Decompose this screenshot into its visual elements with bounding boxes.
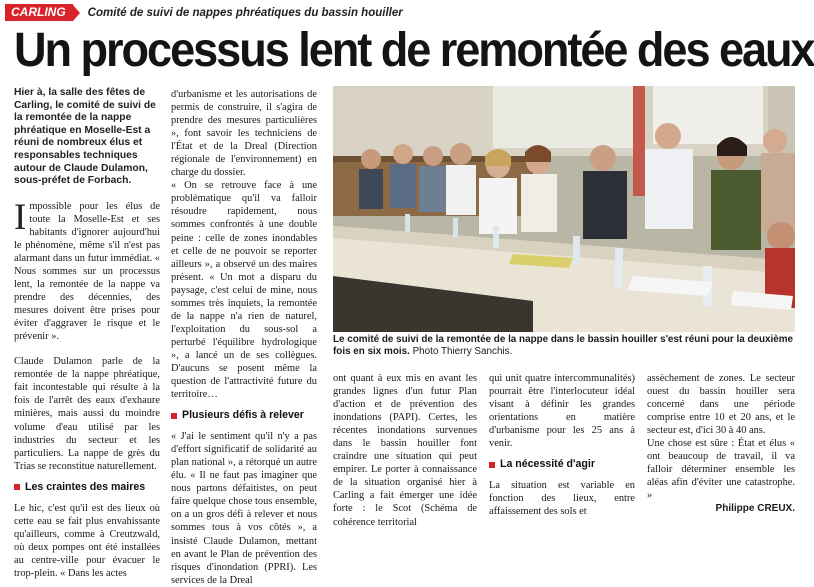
subhead: La nécessité d'agir xyxy=(489,458,635,471)
column-2 xyxy=(171,88,317,586)
meeting-photo xyxy=(333,86,795,332)
paragraph: Claude Dulamon parle de la remontée de la nappe phréatique, fait incontestable qui résulte à la fois de l'arrêt des eaux d'exhaure minières, mais aussi du moindre volume d'eau utilisé par les industries du secteur et les particuliers. La nappe de grès du Trias se reconstitue naturellement. xyxy=(14,356,160,472)
paragraph: Impossible pour les élus de toute la Moselle-Est et ses habitants d'ignorer aujourd'hui le phénomène, même s'il n'est pas alarmant dans un futur immédiat. « Nous sommes sur un processus lent, la remontée de la nappe va prendre des décennies, des mesures doivent être prises pour éviter d'aggraver le risque et le prévenir ». xyxy=(14,196,161,343)
subhead: Les craintes des maires xyxy=(14,481,160,494)
section-tag: CARLING xyxy=(5,4,73,21)
chapo: Hier à, la salle des fêtes de Carling, le comité de suivi de la remontée de la nappe phréatique en Moselle-Est a réuni de nombreux élus et responsables techniques autour de Claude Dulamon, sous-préfet de Forbach. xyxy=(14,87,156,187)
caption-credit: Photo Thierry Sanchis. xyxy=(412,346,513,357)
bullet-square-icon xyxy=(489,462,495,468)
photo-caption xyxy=(333,334,795,358)
kicker-strap: Comité de suivi de nappes phréatiques du bassin houiller xyxy=(87,6,403,19)
bullet-square-icon xyxy=(171,413,177,419)
photo-illustration xyxy=(333,86,795,332)
column-5 xyxy=(647,372,795,515)
paragraph: assèchement de zones. Le secteur ouest du bassin houiller sera concerné dans une période comprise entre 10 et 20 ans, et le secteur est, d'ici 30 à 40 ans. xyxy=(647,373,795,437)
section-tag-arrow xyxy=(73,5,80,21)
paragraph: « On se retrouve face à une problématique qu'il va falloir résoudre rapidement, nous sommes confrontés à une double peine : celle de zones inondables et celle de ne pouvoir se reporter ailleurs », a observé un des maires présent. « Un mot a disparu du paysage, c'est celui de mine, nous sommes très inquiets, la remontée de la nappe n'a rien de naturel, l'exploitation du sous-sol a perturbé l'équilibre hydrologique », a lancé un de ses collègues. D'aucuns se posent même la question de l'attractivité future du territoire… xyxy=(171,180,317,401)
paragraph: ont quant à eux mis en avant les grandes lignes d'un futur Plan d'action et de prévention des inondations (PAPI). Certes, les récentes inondations survenues dans le bassin houiller font craindre une situation qui peut empirer. Le porter à connaissance de la situation organisé hier à Carling a fait émerger une idée forte : le Scot (Schéma de cohérence territorial xyxy=(333,373,477,528)
drop-cap: I xyxy=(14,196,27,238)
column-4 xyxy=(489,372,635,518)
paragraph: Le hic, c'est qu'il est des lieux où cette eau se fait plus envahissante qu'ailleurs, comme à Creutzwald, où deux pompes ont été installées au centre-ville pour évacuer le trop-plein. « Dans les actes xyxy=(14,502,160,579)
paragraph: d'urbanisme et les autorisations de permis de construire, il s'agira de prendre des mesures particulières », font savoir les techniciens de l'État et de la Dreal (Direction régionale de l'environnement) en charge du dossier. xyxy=(171,89,317,179)
paragraph: La situation est variable en fonction des lieux, entre affaissement des sols et xyxy=(489,480,635,518)
headline: Un processus lent de remontée des eaux xyxy=(14,23,814,77)
column-1 xyxy=(14,87,161,579)
signature: Philippe CREUX. xyxy=(715,503,795,515)
column-3 xyxy=(333,372,477,528)
subhead: Plusieurs défis à relever xyxy=(171,409,317,422)
paragraph: qui unit quatre intercommunalités) pourrait être l'interlocuteur idéal visant à définir les grandes orientations en matière d'urbanisme pour les 25 ans à venir. xyxy=(489,373,635,450)
kicker xyxy=(5,4,403,21)
caption-text: Le comité de suivi de la remontée de la nappe dans le bassin houiller s'est réuni pour la deuxième fois en six mois. xyxy=(333,334,794,357)
paragraph: Une chose est sûre : État et élus « ont beaucoup de travail, il va falloir déterminer ensemble les aléas afin d'éviter une catastrophe. » xyxy=(647,438,795,502)
bullet-square-icon xyxy=(14,484,20,490)
paragraph: « J'ai le sentiment qu'il n'y a pas d'effort significatif de solidarité au plan national », a rétorqué un autre élu. « Il ne faut pas imaginer que nous partons défaitistes, on peut faire quelque chose tous ensemble, on a un gros défi à relever et nous sommes tous à vos côtés », a insisté Claude Dulamon, mettant en avant le Plan de prévention des risques d'inondation (PPRI). Les services de la Dreal xyxy=(171,431,317,586)
